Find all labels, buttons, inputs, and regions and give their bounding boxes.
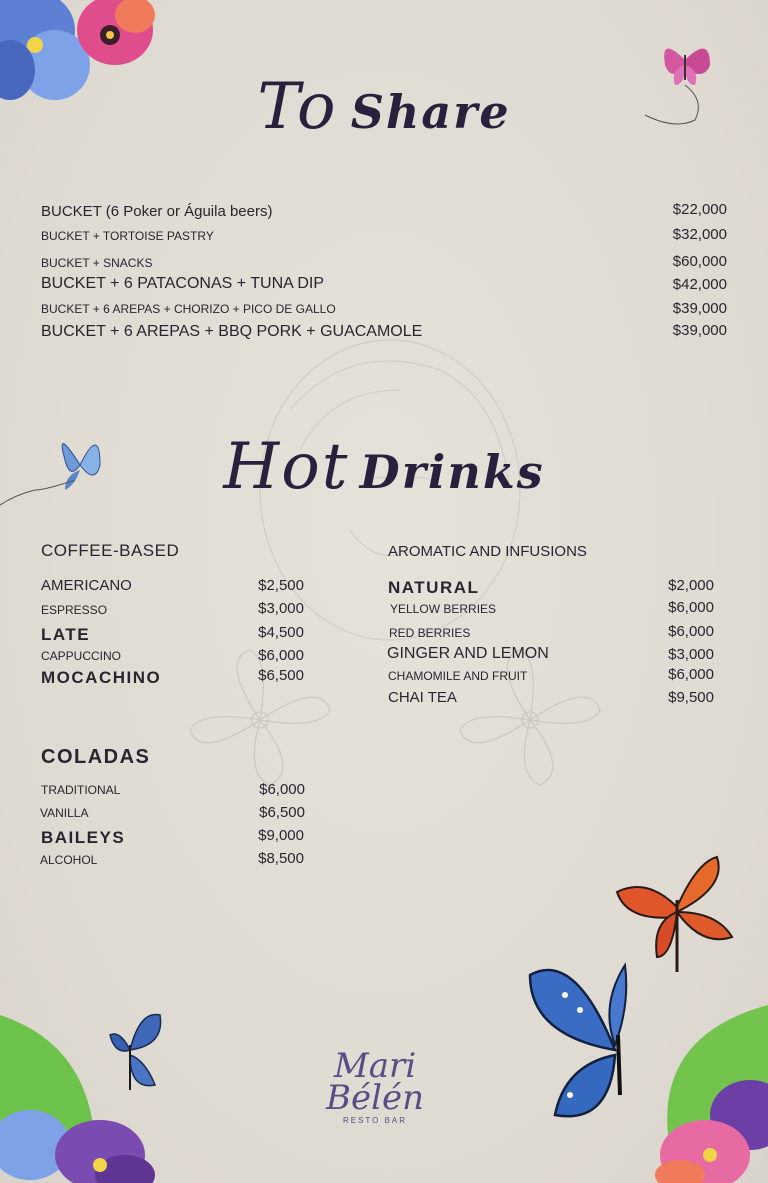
to-share-title-rest: Share [350, 85, 511, 139]
coffee-item-price: $2,500 [258, 577, 304, 594]
aromatic-item-name: CHAI TEA [388, 689, 457, 706]
coffee-based-heading: COFFEE-BASED [41, 541, 180, 560]
to-share-item-price: $42,000 [672, 276, 727, 293]
coffee-item-name: ESPRESSO [41, 603, 108, 617]
to-share-item-price: $39,000 [672, 300, 727, 317]
aromatic-item-price: $6,000 [668, 666, 714, 683]
colada-item-price: $6,500 [259, 804, 305, 821]
aromatic-item-price: $6,000 [668, 623, 714, 640]
to-share-item-name: BUCKET + 6 AREPAS + CHORIZO + PICO DE GALLO [41, 302, 336, 316]
colada-item-name: VANILLA [40, 806, 89, 820]
to-share-item-name: BUCKET + TORTOISE PASTRY [41, 229, 214, 243]
colada-item-name: BAILEYS [41, 828, 126, 847]
coffee-item-name: LATE [41, 625, 91, 644]
to-share-item-price: $60,000 [672, 253, 727, 270]
colada-item-name: TRADITIONAL [41, 783, 121, 797]
colada-item-price: $6,000 [259, 781, 305, 798]
to-share-item-name: BUCKET + 6 AREPAS + BBQ PORK + GUACAMOLE [41, 323, 423, 340]
mari-belen-logo [295, 1046, 455, 1125]
pansy-flowers-bottom-right [650, 1005, 768, 1183]
colada-item-price: $8,500 [258, 850, 304, 867]
flower-sketch-left [150, 640, 370, 800]
pansy-flowers-bottom-left [0, 1015, 170, 1183]
aromatic-item-name: GINGER AND LEMON [387, 645, 549, 662]
hot-drinks-title-first: Hot [223, 430, 350, 504]
coffee-item-price: $3,000 [258, 600, 304, 617]
coffee-item-price: $6,500 [258, 667, 304, 684]
to-share-title-first: To [257, 70, 338, 144]
to-share-item-name: BUCKET + 6 PATACONAS + TUNA DIP [41, 275, 325, 292]
flower-sketch-right [420, 640, 640, 800]
logo-line-2: Bélén [326, 1078, 424, 1118]
aromatic-item-price: $3,000 [668, 646, 714, 663]
colada-item-name: ALCOHOL [40, 853, 98, 867]
to-share-item-price: $32,000 [672, 226, 727, 243]
to-share-item-price: $22,000 [672, 201, 727, 218]
aromatic-item-price: $9,500 [668, 689, 714, 706]
coffee-item-price: $6,000 [258, 647, 304, 664]
to-share-item-name: BUCKET + SNACKS [41, 256, 153, 270]
aromatic-item-name: CHAMOMILE AND FRUIT [388, 669, 528, 683]
aromatic-item-name: YELLOW BERRIES [390, 602, 497, 616]
aromatic-item-price: $2,000 [668, 577, 714, 594]
to-share-title [0, 70, 768, 144]
aromatic-item-name: NATURAL [388, 578, 480, 597]
to-share-item-price: $39,000 [672, 322, 727, 339]
coffee-item-name: CAPPUCCINO [41, 649, 122, 663]
logo-tagline: RESTO BAR [342, 1116, 408, 1125]
coffee-item-price: $4,500 [258, 624, 304, 641]
hot-drinks-title [0, 430, 768, 504]
aromatic-item-name: RED BERRIES [389, 626, 471, 640]
butterfly-blue-large-icon [520, 955, 660, 1125]
hot-drinks-title-rest: Drinks [359, 445, 545, 499]
aromatic-item-price: $6,000 [668, 599, 714, 616]
aromatic-heading: AROMATIC AND INFUSIONS [388, 543, 587, 560]
coffee-item-name: MOCACHINO [41, 668, 162, 687]
to-share-item-name: BUCKET (6 Poker or Águila beers) [41, 203, 273, 220]
logo-line-1: Mari [333, 1046, 417, 1086]
coladas-heading: COLADAS [41, 746, 151, 768]
coffee-item-name: AMERICANO [41, 577, 132, 594]
colada-item-price: $9,000 [258, 827, 304, 844]
